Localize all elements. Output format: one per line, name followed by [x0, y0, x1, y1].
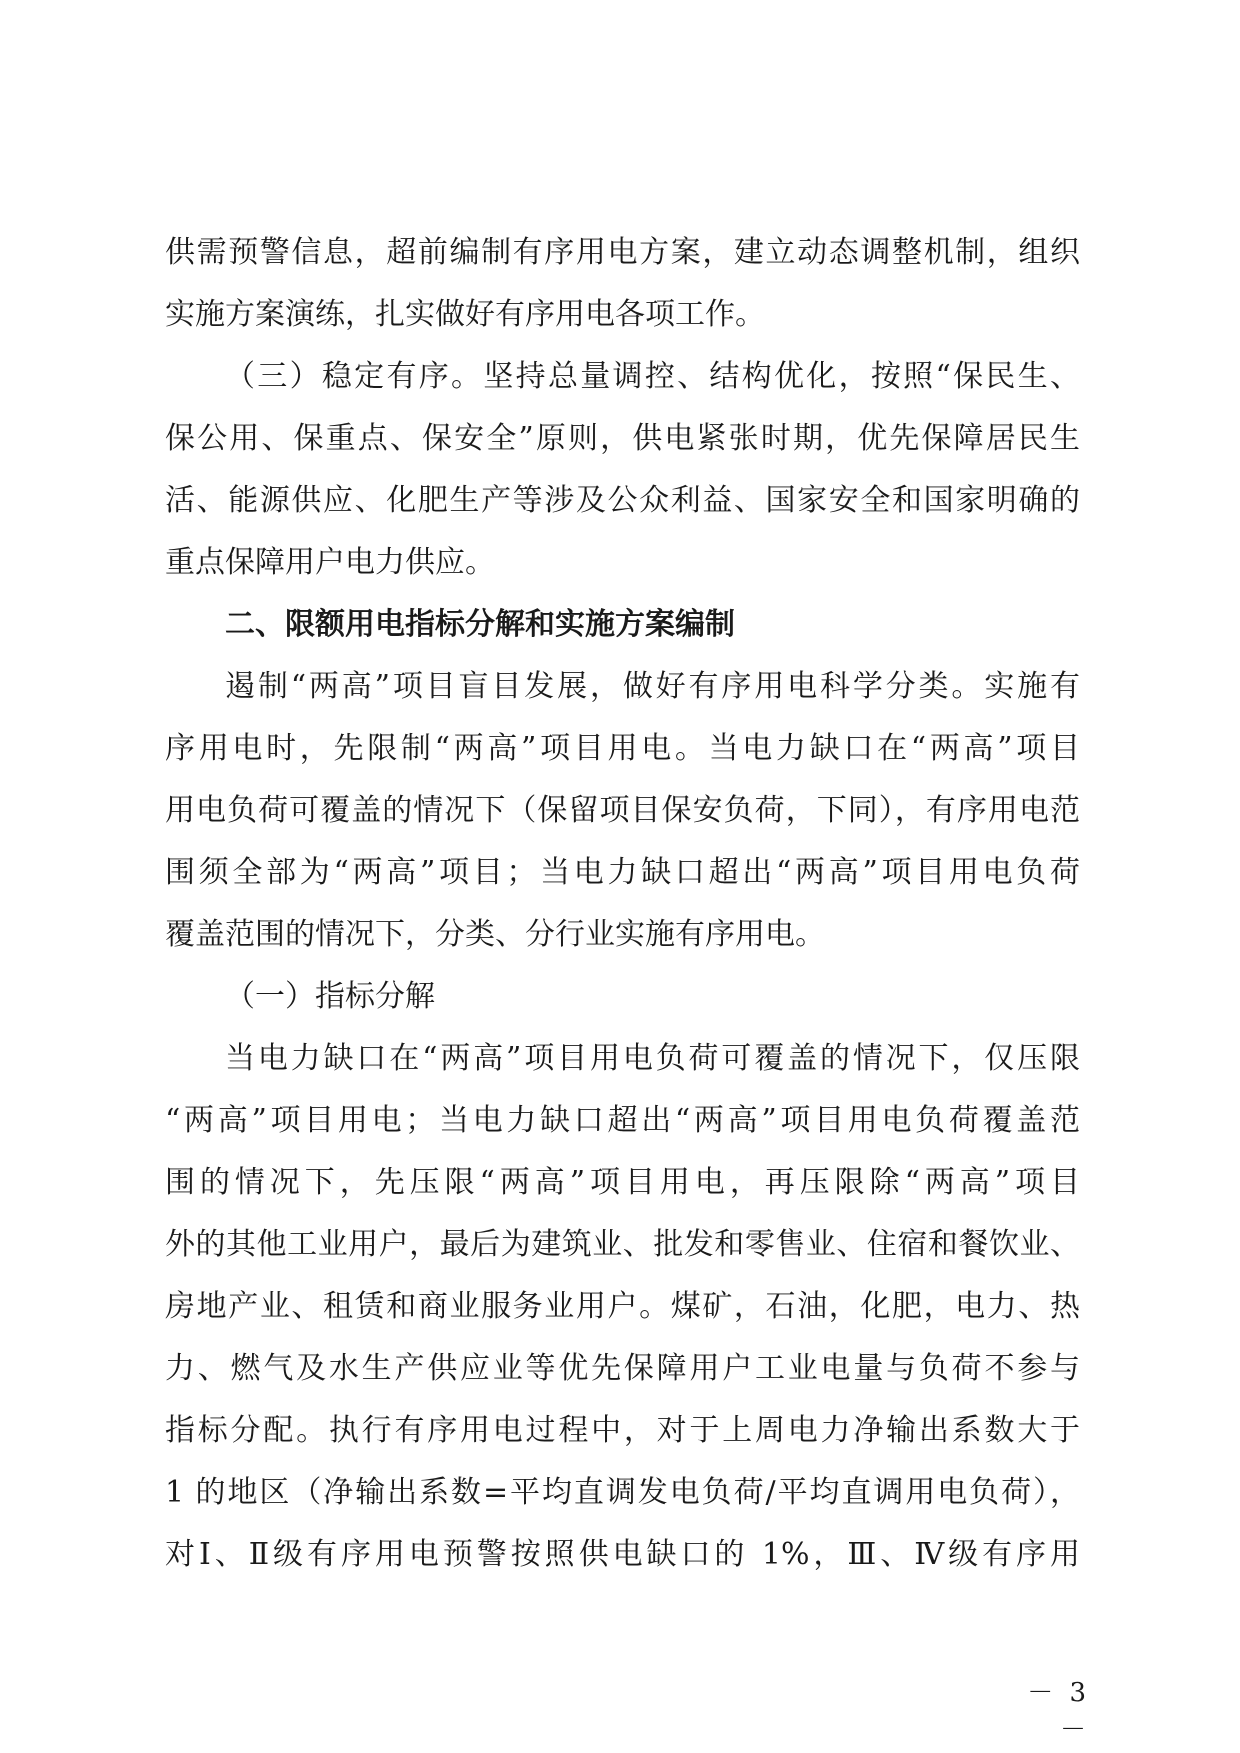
text-line: 房地产业、租赁和商业服务业用户。煤矿，石油，化肥，电力、热	[165, 1289, 1080, 1324]
text-line: 用电负荷可覆盖的情况下（保留项目保安负荷，下同），有序用电范	[165, 793, 1080, 828]
text-line: 覆盖范围的情况下，分类、分行业实施有序用电。	[165, 917, 825, 952]
text-line: 对Ⅰ、Ⅱ级有序用电预警按照供电缺口的 1%，Ⅲ、Ⅳ级有序用	[165, 1537, 1080, 1572]
text-line: （三）稳定有序。坚持总量调控、结构优化，按照“保民生、	[225, 359, 1080, 394]
page-number: － 3 －	[1027, 1678, 1090, 1745]
subsection-heading: （一）指标分解	[225, 979, 435, 1014]
text-line: 力、燃气及水生产供应业等优先保障用户工业电量与负荷不参与	[165, 1351, 1080, 1386]
text-line: 遏制“两高”项目盲目发展，做好有序用电科学分类。实施有	[225, 669, 1080, 704]
text-line: 实施方案演练，扎实做好有序用电各项工作。	[165, 297, 765, 332]
body-text	[165, 222, 1080, 1586]
text-line: 重点保障用户电力供应。	[165, 545, 495, 580]
text-line: 活、能源供应、化肥生产等涉及公众利益、国家安全和国家明确的	[165, 483, 1080, 518]
text-line: 指标分配。执行有序用电过程中，对于上周电力净输出系数大于	[165, 1413, 1080, 1448]
text-line: “两高”项目用电；当电力缺口超出“两高”项目用电负荷覆盖范	[165, 1103, 1080, 1138]
text-line: 外的其他工业用户，最后为建筑业、批发和零售业、住宿和餐饮业、	[165, 1227, 1080, 1262]
section-heading: 二、限额用电指标分解和实施方案编制	[225, 607, 735, 642]
text-line: 围须全部为“两高”项目；当电力缺口超出“两高”项目用电负荷	[165, 855, 1080, 890]
text-line: 当电力缺口在“两高”项目用电负荷可覆盖的情况下，仅压限	[225, 1041, 1080, 1076]
text-line: 序用电时，先限制“两高”项目用电。当电力缺口在“两高”项目	[165, 731, 1080, 766]
text-line: 供需预警信息，超前编制有序用电方案，建立动态调整机制，组织	[165, 235, 1080, 270]
text-line: 保公用、保重点、保安全”原则，供电紧张时期，优先保障居民生	[165, 421, 1080, 456]
text-line: 1 的地区（净输出系数=平均直调发电负荷/平均直调用电负荷），	[165, 1475, 1080, 1510]
text-line: 围的情况下，先压限“两高”项目用电，再压限除“两高”项目	[165, 1165, 1080, 1200]
